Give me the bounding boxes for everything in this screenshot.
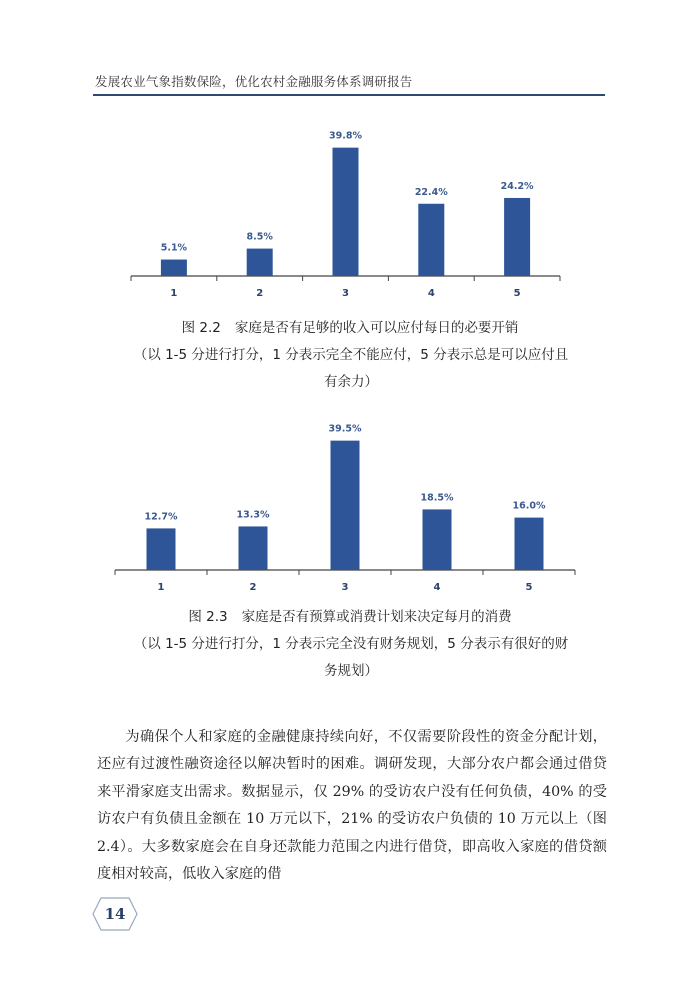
bar-2 xyxy=(247,249,273,276)
bar-4 xyxy=(423,509,452,570)
data-label-2: 8.5% xyxy=(246,231,273,243)
data-label-3: 39.8% xyxy=(329,130,362,142)
page-number-badge xyxy=(92,897,138,931)
data-label-5: 24.2% xyxy=(500,180,534,192)
bar-2 xyxy=(239,526,268,570)
tick-label-5: 5 xyxy=(513,288,521,299)
tick-label-1: 1 xyxy=(157,582,165,593)
header-rule xyxy=(93,94,605,96)
bar-4 xyxy=(418,204,444,276)
body-paragraph: 为确保个人和家庭的金融健康持续向好，不仅需要阶段性的资金分配计划，还应有过渡性融资途径以解决暂时的困难。调研发现，大部分农户都会通过借贷来平滑家庭支出需求。数据显示，仅 29% 的受访农户没有任何负债，40% 的受访农户有负债且金额在 10 万元以下，21% 的受访农户负债的 10 万元以上（图 2.4）。大多数家庭会在自身还款能力范围之内进行借贷，即高收入家庭的借贷额度相对较高，低收入家庭的借 xyxy=(97,729,607,883)
figure-2-2-note-line1: （以 1-5 分进行打分，1 分表示完全不能应付，5 分表示总是可以应付且 xyxy=(133,347,569,363)
figure-2-2-title: 家庭是否有足够的收入可以应付每日的必要开销 xyxy=(234,320,519,336)
bar-chart-figure-2-2 xyxy=(0,115,699,310)
figure-2-2-note xyxy=(96,342,606,396)
bar-1 xyxy=(147,528,176,570)
figure-2-3-number: 图 2.3 xyxy=(188,609,228,625)
figure-2-2-caption xyxy=(90,316,610,336)
page-header-title: 发展农业气象指数保险，优化农村金融服务体系调研报告 xyxy=(95,74,413,89)
page-number: 14 xyxy=(104,905,126,923)
data-label-1: 12.7% xyxy=(144,511,178,523)
figure-2-3-caption xyxy=(90,605,610,625)
tick-label-3: 3 xyxy=(341,582,349,593)
tick-label-4: 4 xyxy=(427,288,435,299)
bar-3 xyxy=(333,148,359,276)
bar-3 xyxy=(331,441,360,570)
data-label-5: 16.0% xyxy=(512,500,546,512)
figure-2-2-number: 图 2.2 xyxy=(181,320,221,336)
bar-1 xyxy=(161,260,187,276)
figure-2-3-note xyxy=(96,631,606,685)
tick-label-3: 3 xyxy=(342,288,349,299)
tick-label-5: 5 xyxy=(525,582,533,593)
tick-label-1: 1 xyxy=(170,288,178,299)
data-label-3: 39.5% xyxy=(328,423,362,435)
bar-5 xyxy=(504,198,530,276)
figure-2-3-note-line2: 务规划） xyxy=(324,663,378,679)
figure-2-3-note-line1: （以 1-5 分进行打分，1 分表示完全没有财务规划，5 分表示有很好的财 xyxy=(133,636,569,652)
figure-2-3-title: 家庭是否有预算或消费计划来决定每月的消费 xyxy=(241,609,512,625)
data-label-1: 5.1% xyxy=(160,242,188,254)
data-label-4: 22.4% xyxy=(414,186,448,198)
bar-chart-figure-2-3 xyxy=(0,408,699,598)
tick-label-2: 2 xyxy=(249,582,257,593)
bar-5 xyxy=(515,518,544,570)
data-label-2: 13.3% xyxy=(236,509,270,521)
figure-2-2-note-line2: 有余力） xyxy=(324,374,378,390)
tick-label-4: 4 xyxy=(433,582,441,593)
data-label-4: 18.5% xyxy=(420,492,454,504)
tick-label-2: 2 xyxy=(256,288,264,299)
